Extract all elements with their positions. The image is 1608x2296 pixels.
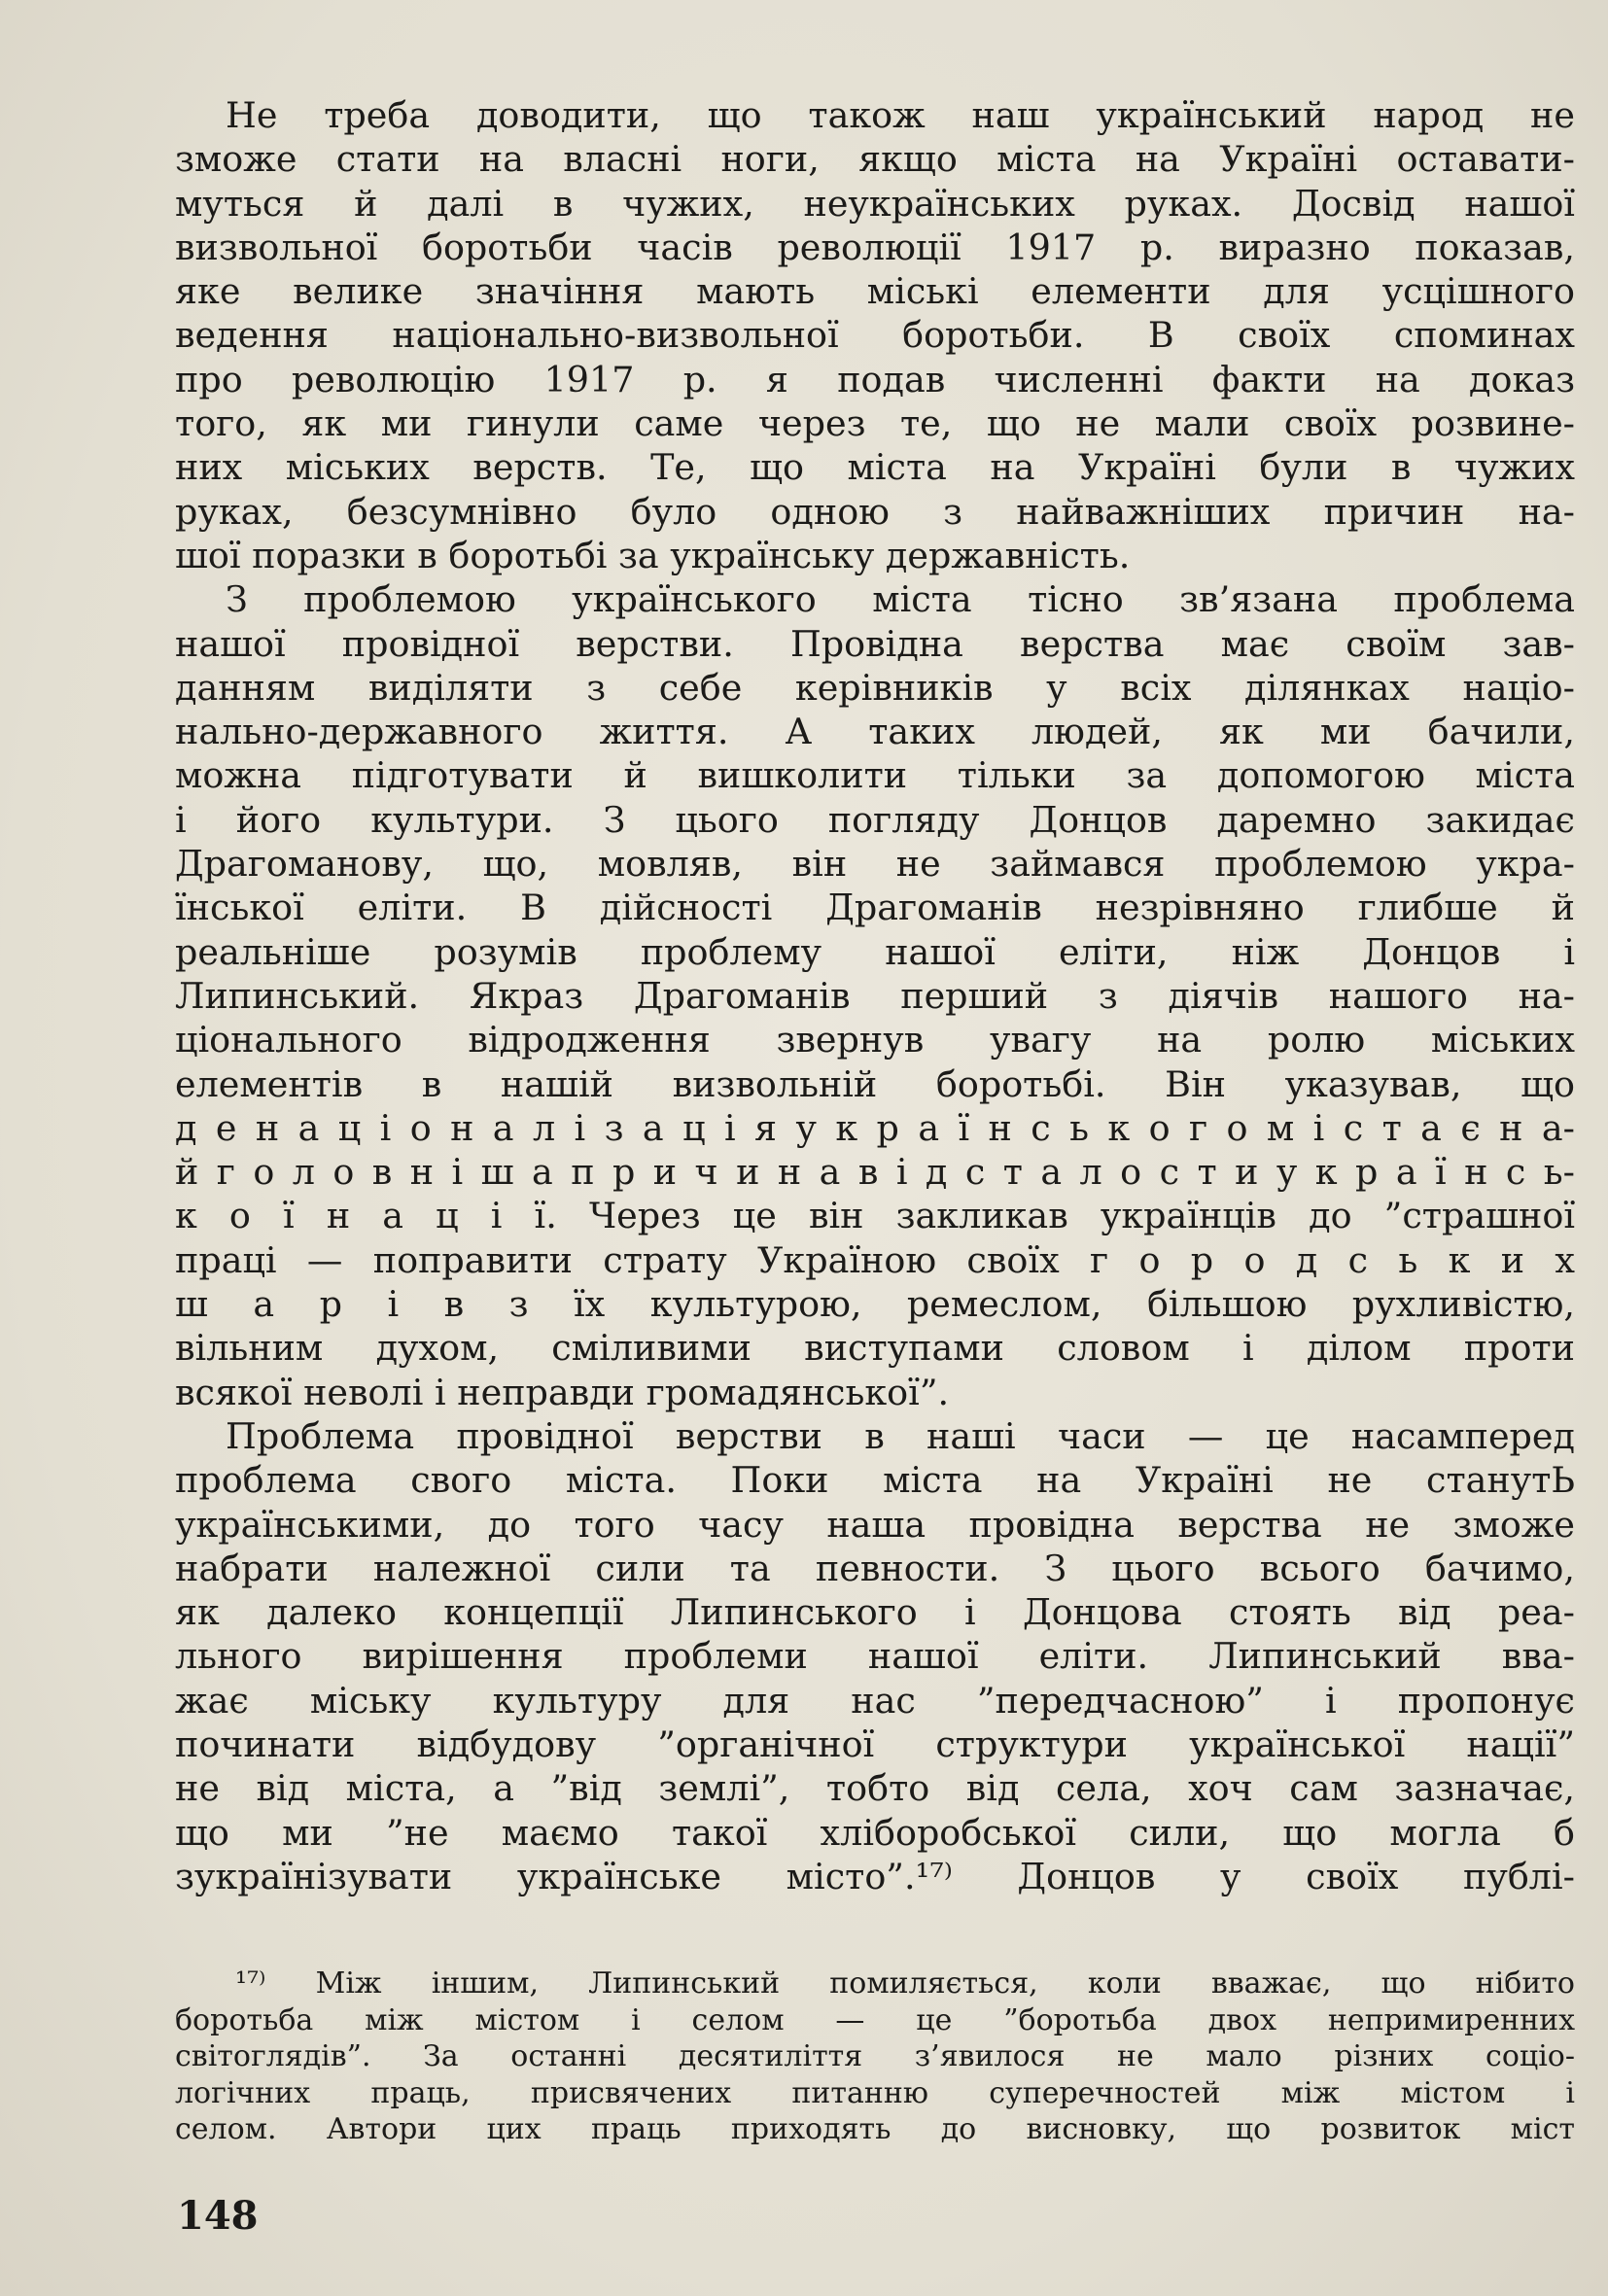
text-line: Проблема провідної верстви в наші часи — це насамперед xyxy=(226,1414,1575,1457)
text-line: як далеко концепції Липинського і Донцова стоять від реа- xyxy=(175,1591,1575,1634)
text-line: і його культури. З цього погляду Донцов даремно закидає xyxy=(175,798,1575,841)
text-line: данням виділяти з себе керівників у всіх ділянках націо- xyxy=(175,666,1575,709)
text-line: ціонального відродження звернув увагу на ролю міських xyxy=(175,1019,1575,1061)
text-line: Драгоманову, що, мовляв, він не займався проблемою укра- xyxy=(175,843,1575,886)
text-line: руках, безсумнівно було одною з найважніших причин на- xyxy=(175,490,1575,533)
footnote-line: селом. Автори цих праць приходять до висновку, що розвиток міст xyxy=(175,2112,1575,2146)
text-line: них міських верств. Те, що міста на Україні були в чужих xyxy=(175,446,1575,489)
text-line: З проблемою українського міста тісно зв’язана проблема xyxy=(226,578,1575,621)
text-line: проблема свого міста. Поки міста на Україні не станутЬ xyxy=(175,1459,1575,1502)
footnote-section xyxy=(175,1966,1575,2148)
text-line: зможе стати на власні ноги, якщо міста на Україні оставати- xyxy=(175,138,1575,181)
text-line: починати відбудову ”органічної структури української нації” xyxy=(175,1722,1575,1765)
footnote-line: боротьба між містом і селом — це ”боротьба двох непримиренних xyxy=(175,2002,1575,2037)
text-line: про революцію 1917 р. я подав численні факти на доказ xyxy=(175,358,1575,400)
footnote-line: світоглядів”. За останні десятиліття з’явилося не мало різних соціо- xyxy=(175,2039,1575,2073)
text-line: елементів в нашій визвольній боротьбі. Він указував, що xyxy=(175,1062,1575,1105)
text-line: зукраїнізувати українське місто”.¹⁷⁾ Донцов у своїх публі- xyxy=(175,1855,1575,1897)
text-line: ш а р і в з їх культурою, ремеслом, більшою рухливістю, xyxy=(175,1283,1575,1326)
text-line: набрати належної сили та певности. З цього всього бачимо, xyxy=(175,1547,1575,1589)
text-line: нашої провідної верстви. Провідна верства має своїм зав- xyxy=(175,622,1575,665)
text-line: й г о л о в н і ш а п р и ч и н а в і д с т а л о с т и у к р а ї н с ь- xyxy=(175,1151,1575,1194)
text-line: вільним духом, сміливими виступами словом і ділом проти xyxy=(175,1327,1575,1370)
text-line: Не треба доводити, що також наш український народ не xyxy=(226,94,1575,136)
page-number: 148 xyxy=(177,2193,259,2239)
text-line: всякої неволі і неправди громадянської”. xyxy=(175,1371,950,1413)
main-text xyxy=(175,93,1575,1898)
text-line: того, як ми гинули саме через те, що не мали своїх розвине- xyxy=(175,402,1575,445)
text-line: шої поразки в боротьбі за українську державність. xyxy=(175,534,1131,576)
text-line: яке велике значіння мають міські елементи для усцішного xyxy=(175,270,1575,313)
text-line: Липинський. Якраз Драгоманів перший з діячів нашого на- xyxy=(175,974,1575,1017)
text-line: можна підготувати й вишколити тільки за допомогою міста xyxy=(175,754,1575,797)
footnote-line: логічних праць, присвячених питанню суперечностей між містом і xyxy=(175,2075,1575,2110)
text-line: реальніше розумів проблему нашої еліти, ніж Донцов і xyxy=(175,930,1575,973)
text-line: їнської еліти. В дійсності Драгоманів незрівняно глибше й xyxy=(175,887,1575,929)
text-line: муться й далі в чужих, неукраїнських руках. Досвід нашої xyxy=(175,182,1575,225)
text-line: праці — поправити страту Україною своїх г о р о д с ь к и х xyxy=(175,1238,1575,1281)
text-line: нально-державного життя. А таких людей, як ми бачили, xyxy=(175,711,1575,753)
text-line: жає міську культуру для нас ”передчасною” і пропонує xyxy=(175,1679,1575,1722)
text-line: ведення національно-визвольної боротьби. В своїх споминах xyxy=(175,314,1575,357)
text-line: визвольної боротьби часів революції 1917 р. виразно показав, xyxy=(175,226,1575,268)
text-line: к о ї н а ц і ї. Через це він закликав українців до ”страшної xyxy=(175,1195,1575,1237)
text-line: льного вирішення проблеми нашої еліти. Липинський вва- xyxy=(175,1635,1575,1678)
text-line: українськими, до того часу наша провідна верства не зможе xyxy=(175,1503,1575,1546)
text-line: не від міста, а ”від землі”, тобто від села, хоч сам зазначає, xyxy=(175,1767,1575,1810)
text-line: д е н а ц і о н а л і з а ц і я у к р а ї н с ь к о г о м і с т а є н а- xyxy=(175,1106,1575,1149)
footnote-line: ¹⁷⁾ Між іншим, Липинський помиляється, коли вважає, що нібито xyxy=(235,1966,1575,2000)
text-line: що ми ”не маємо такої хліборобської сили, що могла б xyxy=(175,1811,1575,1854)
